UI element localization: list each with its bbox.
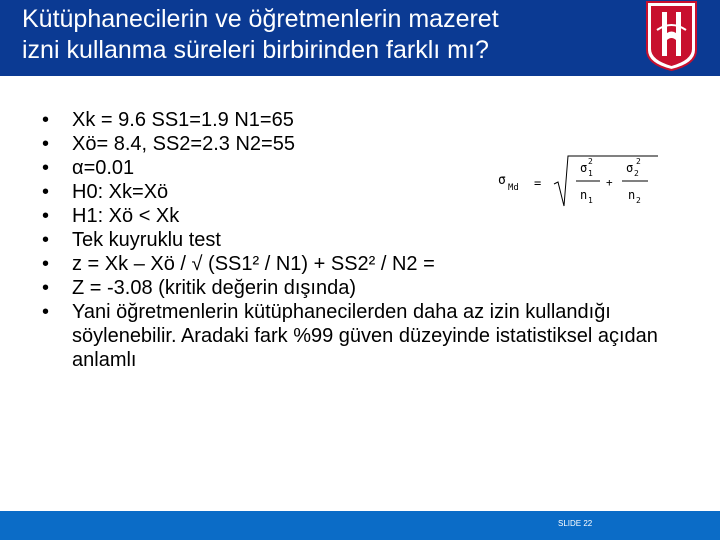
bullet-item [42, 276, 662, 300]
formula-den1-sub: 1 [588, 196, 593, 205]
footer-bar [0, 511, 720, 540]
bullet-marker: • [42, 157, 50, 179]
bullet-marker: • [42, 277, 50, 299]
bullet-text: Xk = 9.6 SS1=1.9 N1=65 [72, 109, 294, 131]
bullet-item [42, 108, 662, 132]
bullet-text: H1: Xö < Xk [72, 205, 180, 227]
bullet-text: α=0.01 [72, 157, 135, 179]
formula-plus: + [606, 176, 613, 189]
bullet-text: Tek kuyruklu test [72, 229, 221, 251]
hacettepe-logo-icon [643, 0, 700, 72]
bullet-item [42, 252, 662, 276]
slide-number: SLIDE 22 [558, 519, 593, 528]
bullet-text: Xö= 8.4, SS2=2.3 N2=55 [72, 133, 295, 155]
formula-num2-sup: 2 [636, 157, 641, 166]
bullet-marker: • [42, 253, 50, 275]
bullet-marker: • [42, 205, 50, 227]
formula-num1-sub: 1 [588, 169, 593, 178]
bullet-item [42, 300, 662, 372]
bullet-text: H0: Xk=Xö [72, 181, 169, 203]
formula-den2: n [628, 188, 636, 202]
bullet-text: Yani öğretmenlerin kütüphanecilerden daha az izin kullandığı söylenebilir. Aradaki fark %99 güven düzeyinde istatistiksel açıdan anlamlı [72, 301, 658, 371]
bullet-item [42, 228, 662, 252]
formula-num2-sub: 2 [634, 169, 639, 178]
bullet-text: z = Xk – Xö / √ (SS1² / N1) + SS2² / N2 = [72, 253, 435, 275]
bullet-list [42, 108, 662, 372]
bullet-text: Z = -3.08 (kritik değerin dışında) [72, 277, 357, 299]
bullet-marker: • [42, 301, 50, 323]
formula-num1-sup: 2 [588, 157, 593, 166]
formula-lhs-sub: Md [508, 183, 519, 193]
formula-lhs: σ [498, 173, 506, 188]
bullet-marker: • [42, 181, 50, 203]
formula-num2-sigma: σ [626, 161, 634, 175]
formula-den2-sub: 2 [636, 196, 641, 205]
slide-title: Kütüphanecilerin ve öğretmenlerin mazeret izni kullanma süreleri birbirinden farklı mı? [22, 5, 499, 64]
bullet-marker: • [42, 229, 50, 251]
bullet-marker: • [42, 109, 50, 131]
formula-den1: n [580, 188, 588, 202]
bullet-marker: • [42, 133, 50, 155]
formula-num1-sigma: σ [580, 161, 588, 175]
formula-equals: = [534, 176, 542, 190]
standard-error-formula [490, 150, 660, 220]
